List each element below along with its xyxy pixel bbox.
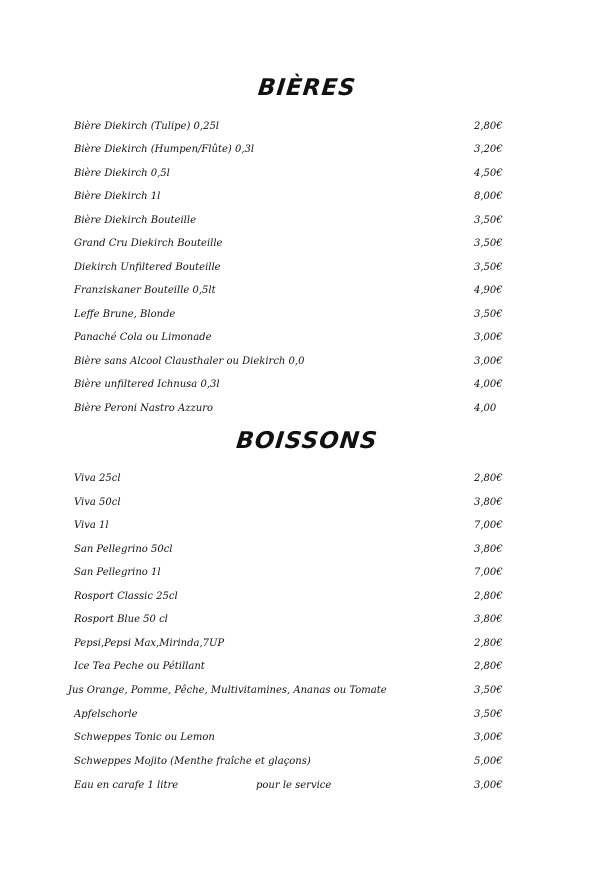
list-item xyxy=(0,540,614,560)
section-title-bieres: BIÈRES xyxy=(256,75,358,101)
item-name: Bière unfiltered Ichnusa 0,3l xyxy=(74,379,220,390)
list-item xyxy=(0,305,614,325)
item-price: 2,80€ xyxy=(474,591,503,602)
list-item xyxy=(0,587,614,607)
item-price: 7,00€ xyxy=(474,567,503,578)
item-name: Apfelschorle xyxy=(74,709,138,720)
list-item xyxy=(0,281,614,301)
list-item xyxy=(0,117,614,137)
list-item xyxy=(0,234,614,254)
item-name: Bière Diekirch 1l xyxy=(74,191,161,202)
item-name: Rosport Blue 50 cl xyxy=(74,614,168,625)
item-name: Bière Diekirch Bouteille xyxy=(74,215,196,226)
item-price: 3,50€ xyxy=(474,215,503,226)
item-name: Bière Diekirch 0,5l xyxy=(74,168,170,179)
item-price: 3,00€ xyxy=(474,356,503,367)
item-price: 3,50€ xyxy=(474,709,503,720)
item-name: Diekirch Unfiltered Bouteille xyxy=(74,262,221,273)
list-item xyxy=(0,657,614,677)
item-price: 3,00€ xyxy=(474,732,503,743)
item-name: Pepsi,Pepsi Max,Mirinda,7UP xyxy=(74,638,225,649)
item-price: 3,50€ xyxy=(474,309,503,320)
item-name: San Pellegrino 1l xyxy=(74,567,161,578)
item-price: 3,00€ xyxy=(474,780,503,791)
list-item xyxy=(0,399,614,419)
item-price: 3,80€ xyxy=(474,614,503,625)
item-name: Panaché Cola ou Limonade xyxy=(74,332,212,343)
item-name: Franziskaner Bouteille 0,5lt xyxy=(74,285,216,296)
list-item xyxy=(0,634,614,654)
item-price: 3,50€ xyxy=(474,238,503,249)
section-title-boissons: BOISSONS xyxy=(234,428,380,454)
item-price: 2,80€ xyxy=(474,121,503,132)
list-item xyxy=(0,140,614,160)
list-item xyxy=(0,164,614,184)
item-name: Bière Peroni Nastro Azzuro xyxy=(74,403,213,414)
item-name: Jus Orange, Pomme, Pêche, Multivitamines, Ananas ou Tomate xyxy=(68,685,387,696)
item-name: Ice Tea Peche ou Pétillant xyxy=(74,661,205,672)
item-price: 3,50€ xyxy=(474,685,503,696)
item-price: 3,00€ xyxy=(474,332,503,343)
item-price: 4,00 xyxy=(474,403,497,414)
list-item xyxy=(0,516,614,536)
item-price: 5,00€ xyxy=(474,756,503,767)
item-price: 3,80€ xyxy=(474,497,503,508)
item-name: Viva 50cl xyxy=(74,497,121,508)
list-item xyxy=(0,375,614,395)
list-item xyxy=(0,352,614,372)
list-item xyxy=(0,563,614,583)
list-item xyxy=(0,187,614,207)
list-item xyxy=(0,328,614,348)
item-name: Grand Cru Diekirch Bouteille xyxy=(74,238,223,249)
item-name: San Pellegrino 50cl xyxy=(74,544,173,555)
list-item xyxy=(0,728,614,748)
item-name: Eau en carafe 1 litre xyxy=(74,780,179,791)
item-name: Viva 1l xyxy=(74,520,109,531)
list-item xyxy=(0,705,614,725)
list-item xyxy=(0,776,614,796)
item-name: Schweppes Tonic ou Lemon xyxy=(74,732,215,743)
list-item xyxy=(0,469,614,489)
list-item xyxy=(0,211,614,231)
item-name: Schweppes Mojito (Menthe fraîche et glaçons) xyxy=(74,756,311,767)
list-item xyxy=(0,610,614,630)
item-name: Bière Diekirch (Tulipe) 0,25l xyxy=(74,121,220,132)
item-name: Bière Diekirch (Humpen/Flûte) 0,3l xyxy=(74,144,255,155)
item-name: Rosport Classic 25cl xyxy=(74,591,178,602)
item-price: 2,80€ xyxy=(474,473,503,484)
item-price: 4,90€ xyxy=(474,285,503,296)
list-item xyxy=(0,493,614,513)
item-price: 2,80€ xyxy=(474,638,503,649)
item-name: Viva 25cl xyxy=(74,473,121,484)
item-note: pour le service xyxy=(256,780,332,791)
item-price: 3,50€ xyxy=(474,262,503,273)
item-price: 4,50€ xyxy=(474,168,503,179)
item-name: Bière sans Alcool Clausthaler ou Diekirch 0,0 xyxy=(74,356,305,367)
item-price: 7,00€ xyxy=(474,520,503,531)
item-price: 3,80€ xyxy=(474,544,503,555)
item-price: 3,20€ xyxy=(474,144,503,155)
list-item xyxy=(0,258,614,278)
list-item xyxy=(0,681,614,701)
item-price: 2,80€ xyxy=(474,661,503,672)
item-name: Leffe Brune, Blonde xyxy=(74,309,176,320)
item-price: 4,00€ xyxy=(474,379,503,390)
list-item xyxy=(0,752,614,772)
item-price: 8,00€ xyxy=(474,191,503,202)
